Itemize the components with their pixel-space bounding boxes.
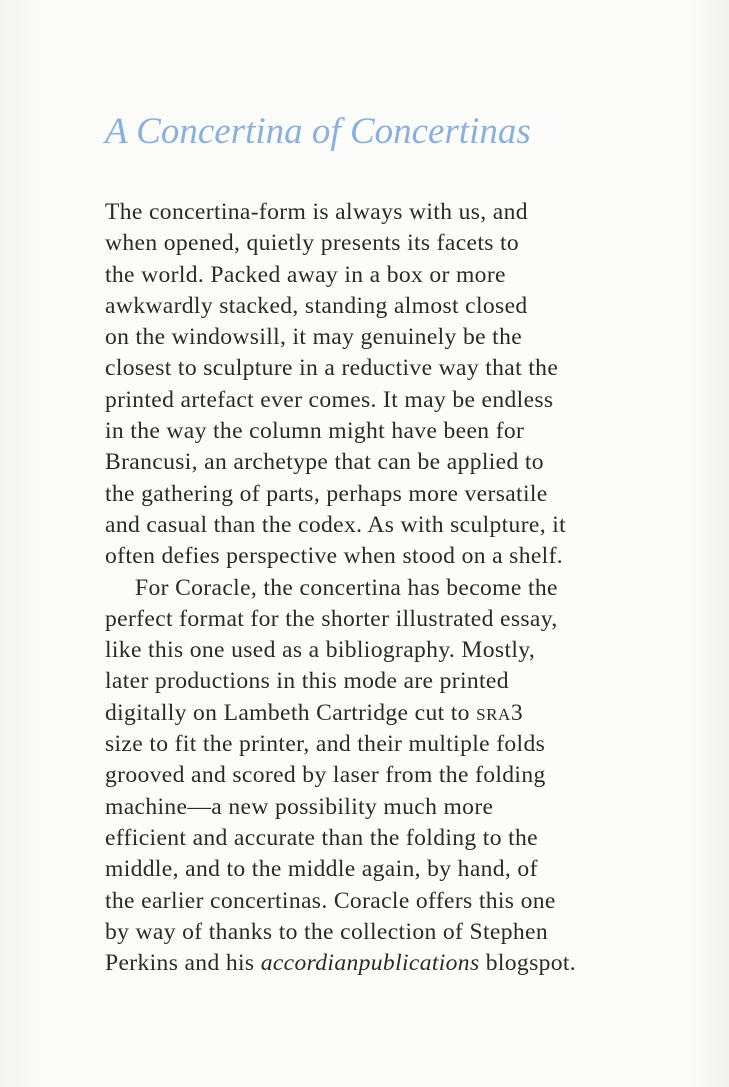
text-line: grooved and scored by laser from the folding (105, 762, 546, 789)
text-line: efficient and accurate than the folding to the (105, 824, 538, 851)
text-line: later productions in this mode are printed (105, 668, 509, 695)
text-line: The concertina-form is always with us, and (105, 199, 528, 225)
text-line (105, 948, 665, 979)
paragraph-1 (105, 197, 665, 573)
text-line: size to fit the printer, and their multiple folds (105, 731, 546, 758)
text-line: machine—a new possibility much more (105, 793, 494, 820)
text-segment: digitally on Lambeth Cartridge cut to (105, 699, 477, 726)
text-line: closest to sculpture in a reductive way that the (105, 355, 559, 382)
text-line: printed artefact ever comes. It may be endless (105, 386, 554, 413)
text-line: the earlier concertinas. Coracle offers this one (105, 887, 556, 914)
text-line: on the windowsill, it may genuinely be the (105, 324, 523, 351)
paper-size-smallcaps: sra3 (476, 699, 524, 726)
text-line: when opened, quietly presents its facets to (105, 230, 520, 257)
text-line: Brancusi, an archetype that can be applied to (105, 449, 544, 476)
text-line: the world. Packed away in a box or more (105, 261, 506, 288)
text-line: in the way the column might have been for (105, 418, 525, 445)
paragraph-2 (105, 573, 665, 980)
text-line (105, 698, 665, 729)
text-line: and casual than the codex. As with sculpture, it (105, 511, 567, 538)
text-segment: blogspot. (479, 950, 577, 977)
text-line: by way of thanks to the collection of Stephen (105, 918, 548, 945)
text-line: awkwardly stacked, standing almost closed (105, 292, 528, 319)
text-line: middle, and to the middle again, by hand, of (105, 856, 538, 883)
text-line: like this one used as a bibliography. Mostly, (105, 637, 536, 664)
blog-name-italic: accordianpublications (260, 950, 480, 977)
page-title: A Concertina of Concertinas (105, 111, 531, 152)
text-line: the gathering of parts, perhaps more versatile (105, 480, 548, 507)
text-line: often defies perspective when stood on a shelf. (105, 543, 564, 570)
text-line: perfect format for the shorter illustrated essay, (105, 605, 558, 632)
text-line: For Coracle, the concertina has become the (135, 574, 558, 601)
text-segment: Perkins and his (105, 950, 261, 977)
essay-body (105, 197, 665, 979)
